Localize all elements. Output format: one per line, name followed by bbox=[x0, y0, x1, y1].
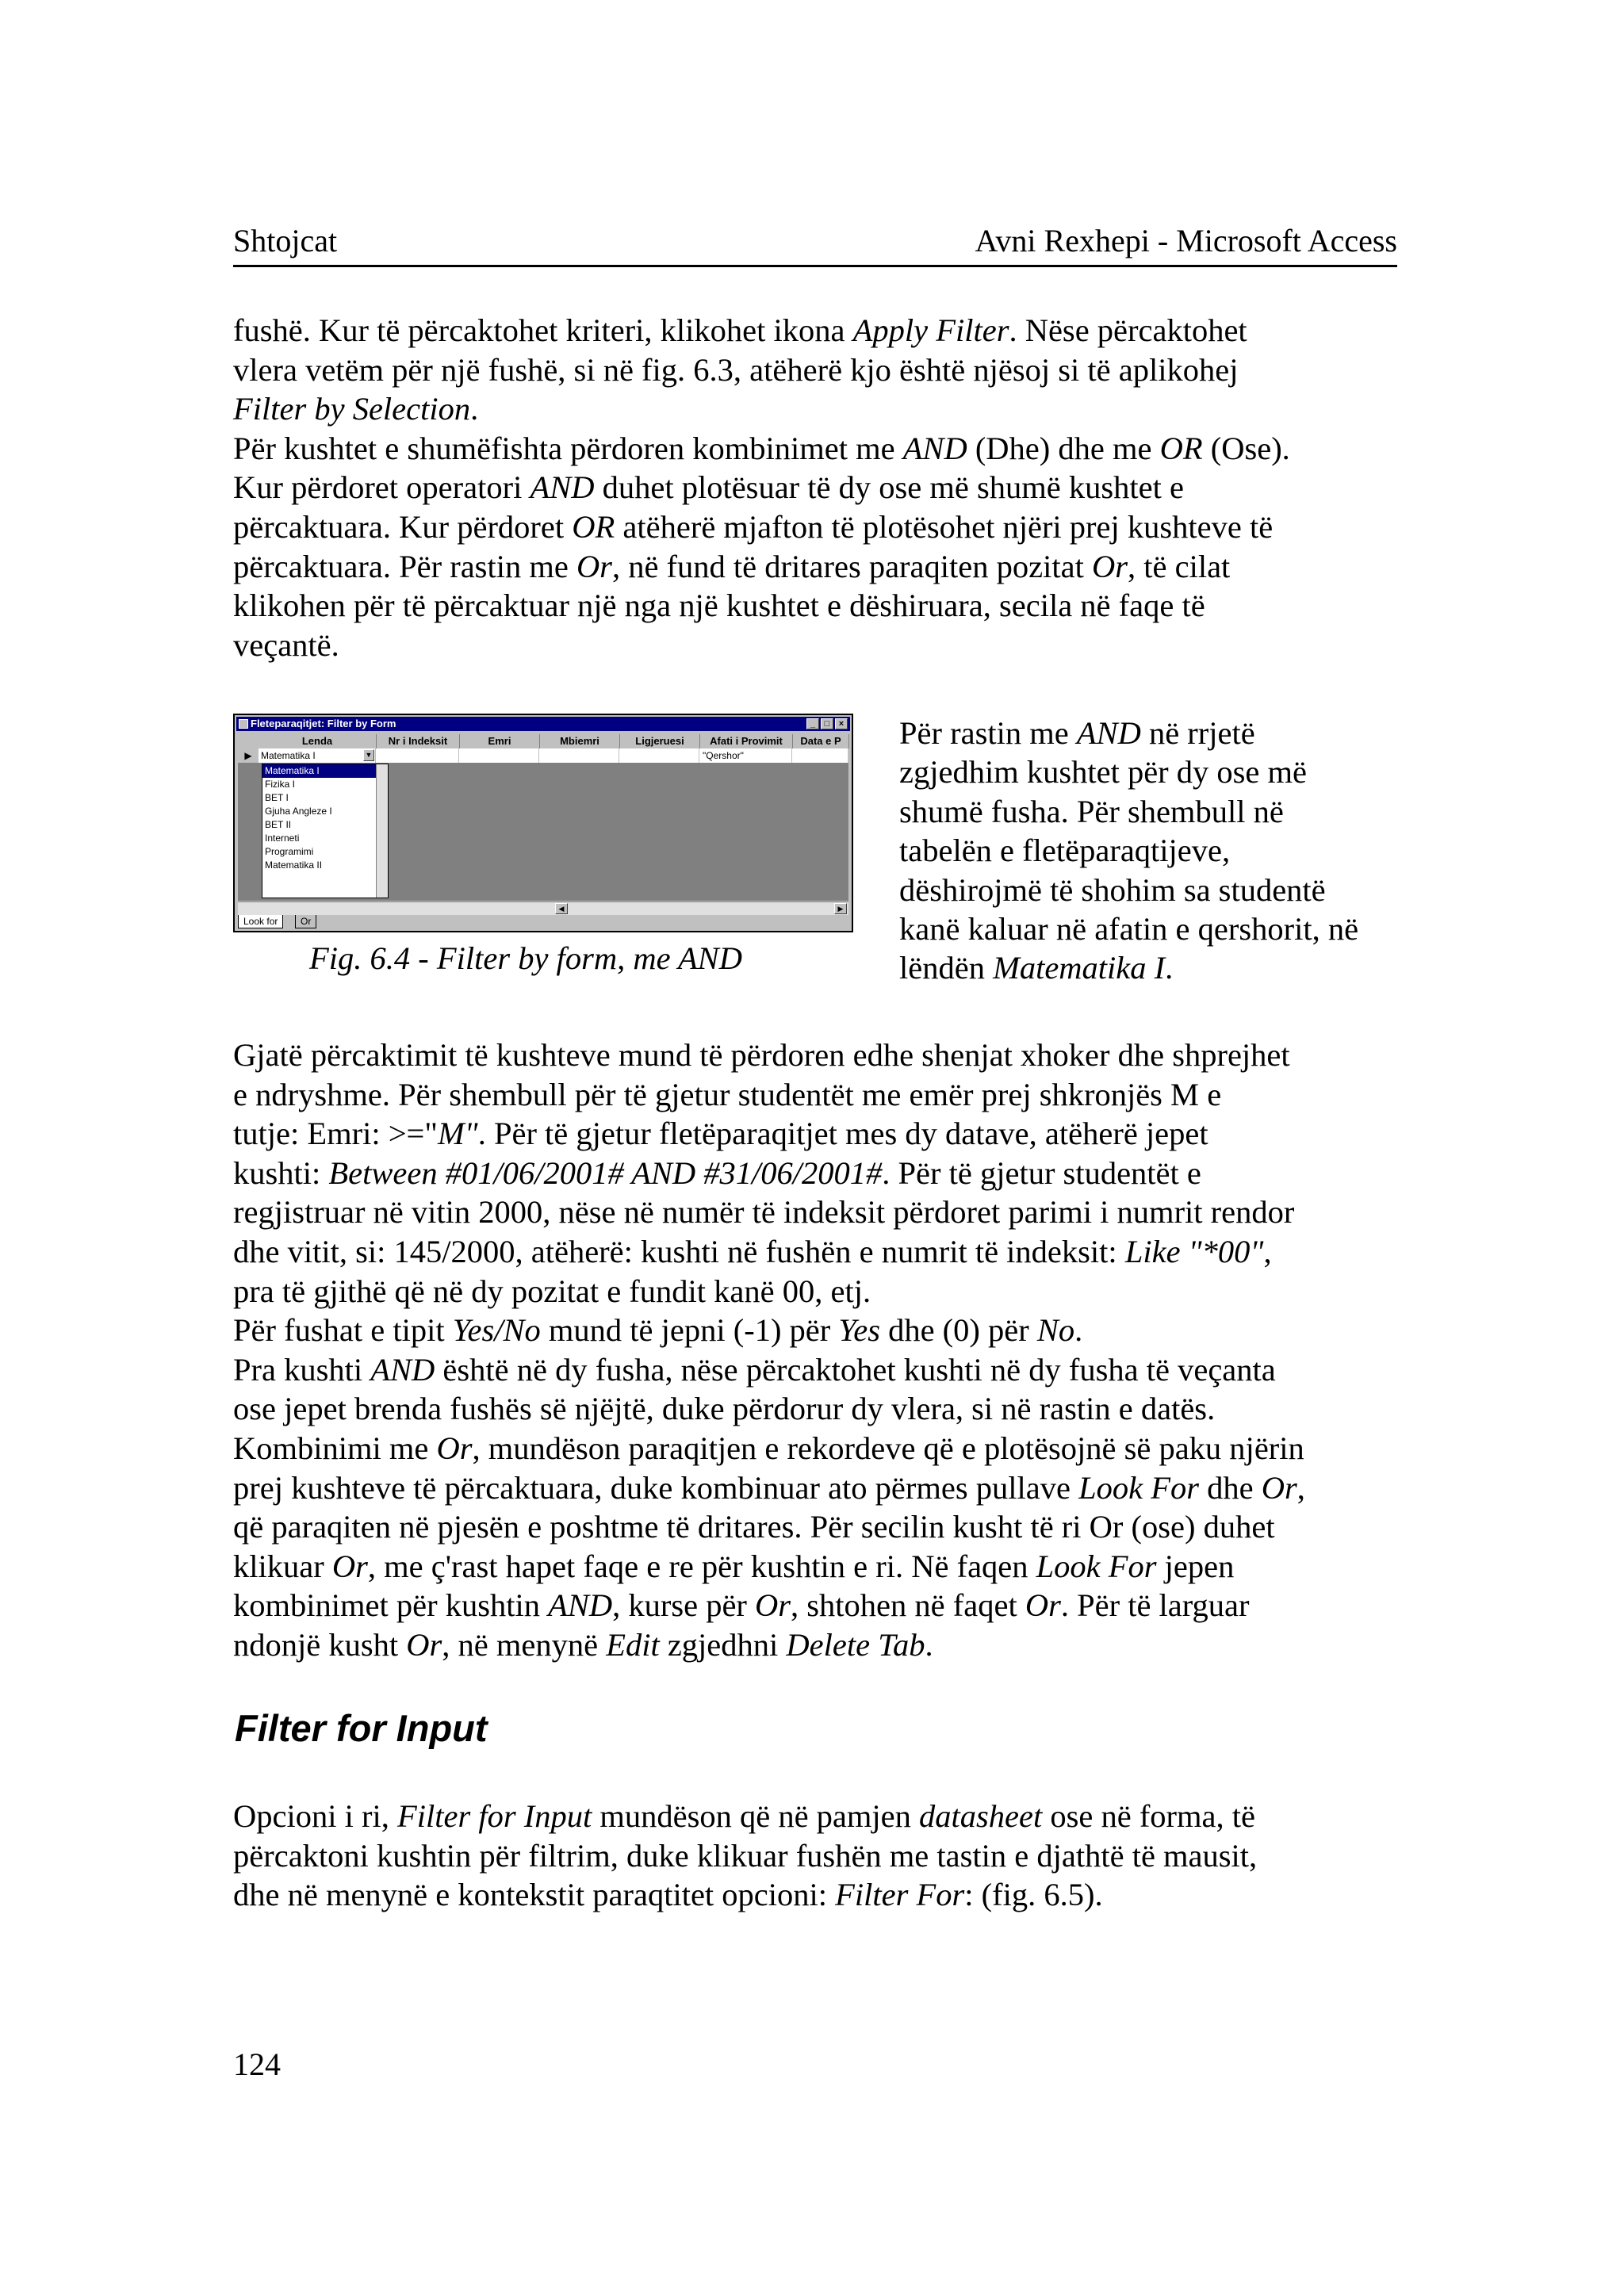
text-line: Kur përdoret operatori AND duhet plotësuar të dy ose më shumë kushtet e bbox=[233, 469, 1184, 506]
text-line: Për kushtet e shumëfishta përdoren kombinimet me AND (Dhe) dhe me OR (Ose). bbox=[233, 430, 1290, 466]
lenda-dropdown-list[interactable] bbox=[262, 764, 389, 898]
text-line: regjistruar në vitin 2000, nëse në numër të indeksit përdoret parimi i numrit rendor bbox=[233, 1194, 1295, 1231]
dropdown-option[interactable]: Gjuha Angleze I bbox=[265, 806, 332, 817]
running-header bbox=[233, 222, 1397, 267]
text-line: përcaktuara. Kur përdoret OR atëherë mjafton të plotësohet njëri prej kushteve të bbox=[233, 508, 1274, 545]
text-line: zgjedhim kushtet për dy ose më bbox=[899, 754, 1308, 790]
italic-term: Filter For bbox=[835, 1877, 965, 1913]
text-line: pra të gjithë që në dy pozitat e fundit kanë 00, etj. bbox=[233, 1273, 871, 1309]
text-line: veçantë. bbox=[233, 626, 339, 663]
italic-term: Or bbox=[406, 1626, 442, 1663]
text-line: klikuar Or, me ç'rast hapet faqe e re për kushtin e ri. Në faqen Look For jepen bbox=[233, 1548, 1235, 1584]
close-button[interactable]: × bbox=[835, 718, 848, 729]
figure-side-text bbox=[899, 714, 1407, 988]
criteria-mbiemri-field[interactable] bbox=[540, 748, 619, 763]
italic-term: Or bbox=[576, 548, 612, 584]
header-book-title: Avni Rexhepi - Microsoft Access bbox=[975, 223, 1397, 258]
text-line: kombinimet për kushtin AND, kurse për Or, shtohen në faqet Or. Për të larguar bbox=[233, 1587, 1250, 1624]
criteria-afati-field[interactable] bbox=[700, 748, 792, 763]
scroll-right-icon[interactable]: ▶ bbox=[834, 903, 847, 914]
text-line: Gjatë përcaktimit të kushteve mund të përdoren edhe shenjat xhoker dhe shprejhet bbox=[233, 1037, 1290, 1073]
column-header-lenda[interactable]: Lenda bbox=[259, 734, 377, 748]
section-heading: Filter for Input bbox=[235, 1707, 488, 1749]
text-line: kanë kaluar në afatin e qershorit, në bbox=[899, 911, 1359, 947]
text-line: klikohen për të përcaktuar një nga një kushtet e dëshiruara, secila në faqe të bbox=[233, 588, 1205, 624]
text-line: e ndryshme. Për shembull për të gjetur studentët me emër prej shkronjës M e bbox=[233, 1076, 1222, 1112]
access-window bbox=[233, 714, 853, 932]
criteria-lenda-field[interactable] bbox=[259, 748, 376, 763]
text-line: lëndën Matematika I. bbox=[899, 950, 1174, 986]
text-line: Pra kushti AND është në dy fusha, nëse përcaktohet kushti në dy fusha të veçanta bbox=[233, 1351, 1276, 1388]
column-header-mbiemri[interactable]: Mbiemri bbox=[540, 734, 620, 748]
dropdown-option[interactable]: Fizika I bbox=[265, 779, 296, 790]
text-line: prej kushteve të përcaktuara, duke kombinuar ato përmes pullave Look For dhe Or, bbox=[233, 1469, 1305, 1506]
italic-term: AND bbox=[548, 1587, 613, 1624]
dropdown-arrow-icon[interactable]: ▼ bbox=[363, 749, 374, 761]
text-line: përcaktuara. Për rastin me Or, në fund të dritares paraqiten pozitat Or, të cilat bbox=[233, 548, 1231, 584]
italic-term: Or bbox=[1025, 1587, 1061, 1624]
text-line: Për fushat e tipit Yes/No mund të jepni (-1) për Yes dhe (0) për No. bbox=[233, 1312, 1083, 1349]
text-line: ndonjë kusht Or, në menynë Edit zgjedhni Delete Tab. bbox=[233, 1626, 933, 1663]
italic-term: Matematika I bbox=[993, 950, 1166, 986]
italic-term: Or bbox=[1091, 548, 1128, 584]
text-line: shumë fusha. Për shembull në bbox=[899, 793, 1284, 829]
italic-term: AND bbox=[370, 1351, 435, 1388]
page-number: 124 bbox=[233, 2046, 281, 2082]
column-header-ligjeruesi[interactable]: Ligjeruesi bbox=[620, 734, 700, 748]
paragraph-filter-for-input bbox=[233, 1797, 1399, 1915]
column-header-afati[interactable]: Afati i Provimit bbox=[700, 734, 793, 748]
criteria-lenda-value: Matematika I bbox=[261, 750, 316, 761]
italic-term: Edit bbox=[606, 1626, 660, 1663]
italic-term: AND bbox=[1076, 715, 1141, 751]
criteria-row bbox=[259, 748, 848, 764]
tab-or[interactable]: Or bbox=[295, 915, 316, 928]
tab-look-for[interactable]: Look for bbox=[238, 915, 283, 928]
figure-caption: Fig. 6.4 - Filter by form, me AND bbox=[309, 940, 742, 976]
italic-term: Or bbox=[331, 1548, 368, 1584]
text-line: Filter by Selection. bbox=[233, 391, 479, 427]
text-line: Opcioni i ri, Filter for Input mundëson që në pamjen datasheet ose në forma, të bbox=[233, 1798, 1256, 1834]
text-line: ose jepet brenda fushës së njëjtë, duke përdorur dy vlera, si në rastin e datës. bbox=[233, 1391, 1216, 1427]
dropdown-option[interactable]: BET I bbox=[265, 792, 289, 803]
italic-term: Apply Filter bbox=[852, 312, 1009, 348]
italic-term: Or bbox=[1261, 1469, 1297, 1506]
criteria-data-field[interactable] bbox=[793, 748, 848, 763]
text-line: fushë. Kur të përcaktohet kriteri, klikohet ikona Apply Filter. Nëse përcaktohet bbox=[233, 312, 1247, 348]
dropdown-option[interactable]: Interneti bbox=[265, 833, 300, 844]
paragraph-intro bbox=[233, 311, 1399, 664]
text-line: vlera vetëm për një fushë, si në fig. 6.3, atëherë kjo është njësoj si të aplikohej bbox=[233, 351, 1239, 388]
text-line: tabelën e fletëparaqtijeve, bbox=[899, 833, 1231, 869]
italic-term: AND bbox=[530, 469, 595, 506]
italic-term: Or bbox=[755, 1587, 791, 1624]
column-header-nr-indeksit[interactable]: Nr i Indeksit bbox=[377, 734, 460, 748]
dropdown-scrollbar[interactable] bbox=[376, 764, 388, 898]
italic-term: datasheet bbox=[919, 1798, 1043, 1834]
text-line: kushti: Between #01/06/2001# AND #31/06/2001#. Për të gjetur studentët e bbox=[233, 1154, 1201, 1191]
dropdown-option[interactable]: Matematika I bbox=[262, 764, 388, 778]
figure-filter-by-form bbox=[233, 714, 860, 936]
text-line: Për rastin me AND në rrjetë bbox=[899, 715, 1255, 751]
text-line: dhe vitit, si: 145/2000, atëherë: kushti në fushën e numrit të indeksit: Like "*00", bbox=[233, 1233, 1272, 1269]
header-section-title: Shtojcat bbox=[233, 223, 338, 258]
minimize-button[interactable]: _ bbox=[806, 718, 819, 729]
paragraph-criteria bbox=[233, 1035, 1399, 1665]
italic-term: Like "*00" bbox=[1124, 1233, 1264, 1269]
form-icon bbox=[239, 719, 248, 729]
dropdown-option[interactable]: Programimi bbox=[265, 846, 314, 857]
column-header-data[interactable]: Data e P bbox=[793, 734, 849, 748]
scroll-left-icon[interactable]: ◀ bbox=[555, 903, 568, 914]
italic-term: OR bbox=[1159, 430, 1203, 466]
text-line: Kombinimi me Or, mundëson paraqitjen e rekordeve që e plotësojnë së paku njërin bbox=[233, 1430, 1304, 1466]
record-selector-arrow-icon: ▶ bbox=[238, 748, 259, 763]
italic-term: Between #01/06/2001# AND #31/06/2001# bbox=[328, 1154, 883, 1191]
text-line: përcaktoni kushtin për filtrim, duke klikuar fushën me tastin e djathtë të mausit, bbox=[233, 1837, 1258, 1874]
criteria-nr-indeksit-field[interactable] bbox=[377, 748, 459, 763]
italic-term: Yes/No bbox=[452, 1312, 541, 1349]
criteria-afati-value: "Qershor" bbox=[703, 750, 744, 761]
window-title: Fleteparaqitjet: Filter by Form bbox=[251, 718, 396, 729]
text-line: dëshirojmë të shohim sa studentë bbox=[899, 871, 1326, 908]
window-title-bar bbox=[236, 717, 850, 731]
text-line: dhe në menynë e kontekstit paraqtitet opcioni: Filter For: (fig. 6.5). bbox=[233, 1877, 1103, 1913]
italic-term: M" bbox=[437, 1116, 478, 1152]
italic-term: Filter for Input bbox=[396, 1798, 592, 1834]
filter-grid bbox=[238, 734, 848, 901]
italic-term: Or bbox=[436, 1430, 473, 1466]
italic-term: Look For bbox=[1036, 1548, 1157, 1584]
column-header-emri[interactable]: Emri bbox=[460, 734, 540, 748]
italic-term: No bbox=[1036, 1312, 1075, 1349]
text-line: që paraqiten në pjesën e poshtme të dritares. Për secilin kusht të ri Or (ose) duhet bbox=[233, 1509, 1275, 1545]
maximize-button[interactable]: □ bbox=[821, 718, 833, 729]
italic-term: OR bbox=[572, 508, 615, 545]
column-header-row bbox=[238, 734, 848, 749]
italic-term: Filter by Selection bbox=[233, 391, 471, 427]
italic-term: Delete Tab bbox=[786, 1626, 925, 1663]
criteria-emri-field[interactable] bbox=[460, 748, 539, 763]
criteria-ligjeruesi-field[interactable] bbox=[620, 748, 699, 763]
horizontal-scrollbar[interactable] bbox=[238, 902, 848, 915]
dropdown-option[interactable]: Matematika II bbox=[265, 859, 323, 871]
text-line: tutje: Emri: >="M". Për të gjetur fletëparaqitjet mes dy datave, atëherë jepet bbox=[233, 1116, 1208, 1152]
italic-term: Yes bbox=[838, 1312, 880, 1349]
italic-term: AND bbox=[902, 430, 967, 466]
dropdown-option[interactable]: BET II bbox=[265, 819, 292, 830]
italic-term: Look For bbox=[1078, 1469, 1199, 1506]
